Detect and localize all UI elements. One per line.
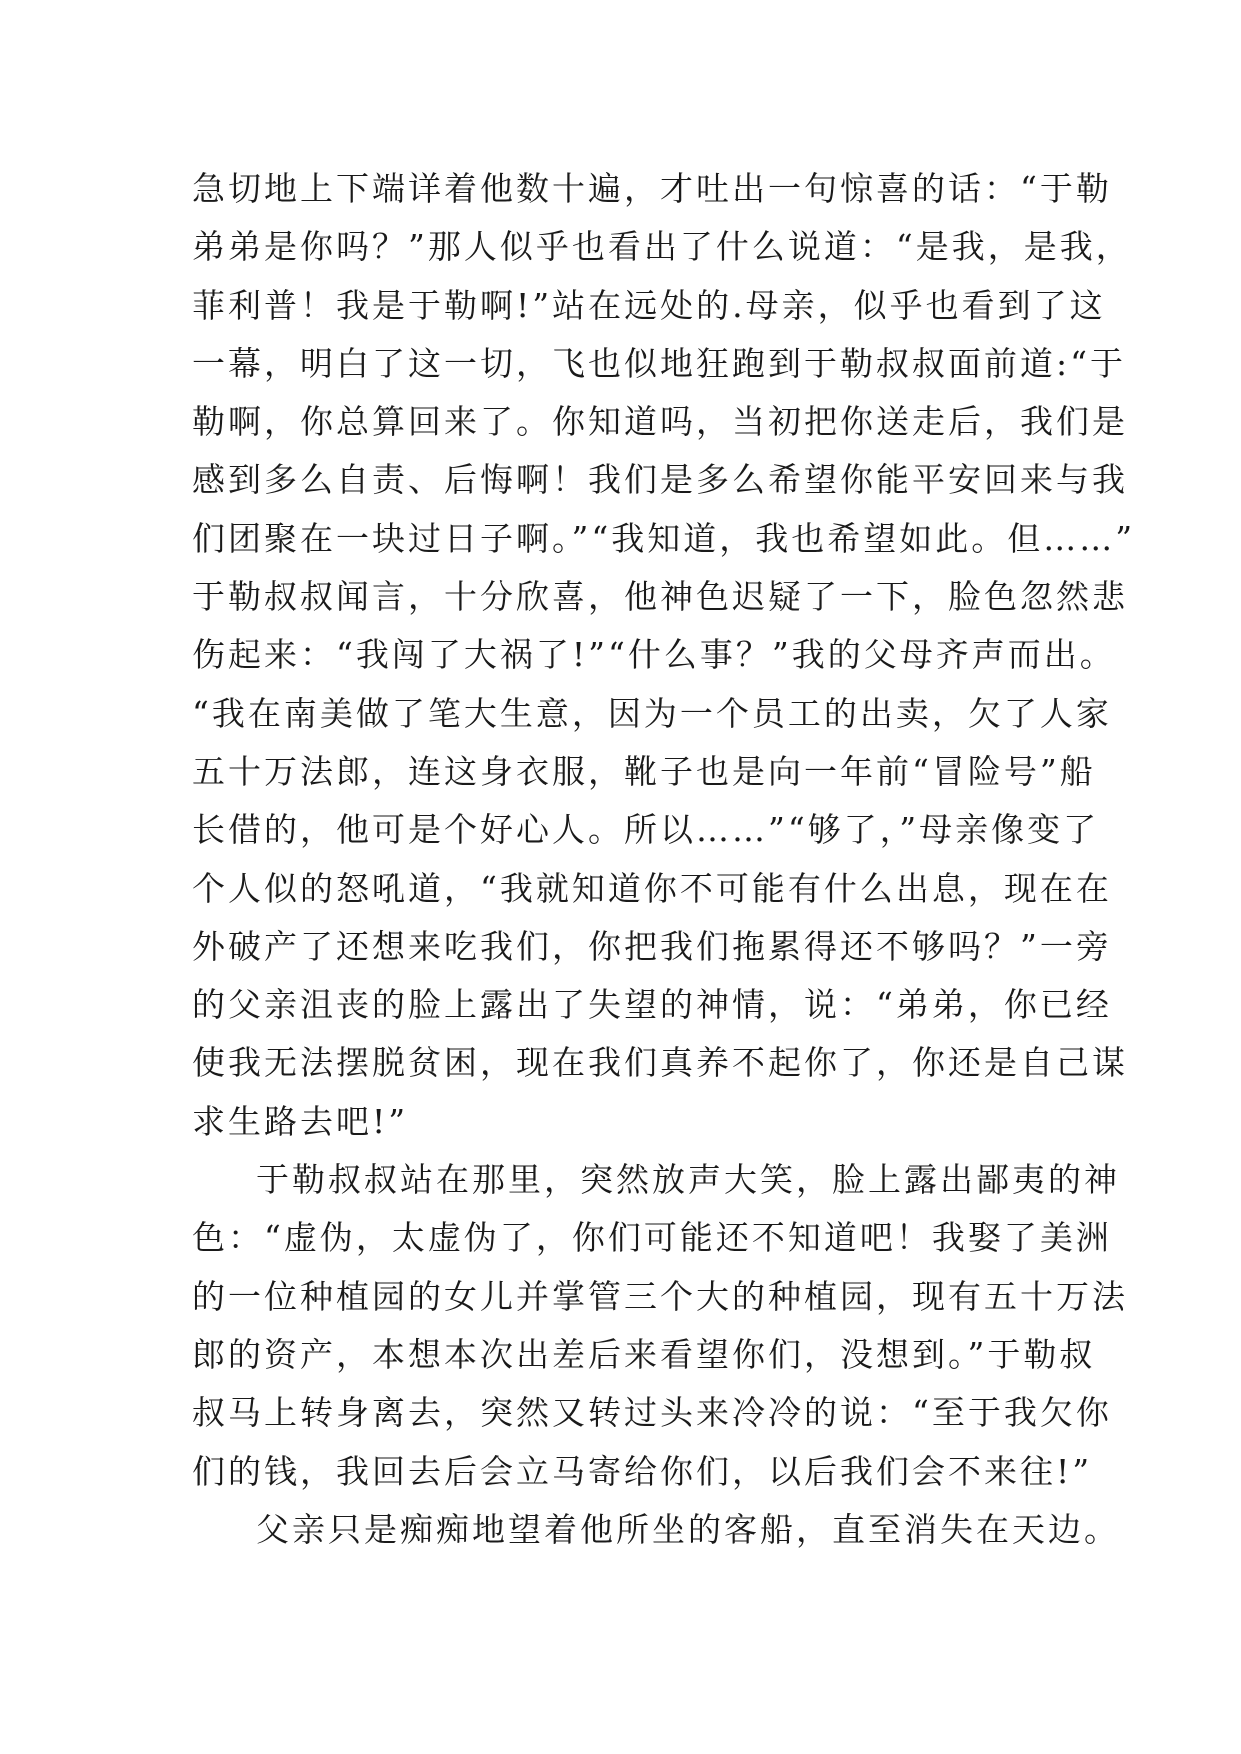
text-line: 的一位种植园的女儿并掌管三个大的种植园，现有五十万法 (192, 1276, 1128, 1316)
text-line: 长借的，他可是个好心人。所以……”“够了，”母亲像变了 (192, 810, 1100, 850)
text-line: 感到多么自责、后悔啊！我们是多么希望你能平安回来与我 (192, 460, 1128, 500)
text-line: 急切地上下端详着他数十遍，才吐出一句惊喜的话：“于勒 (192, 169, 1112, 208)
text-line: 勒啊，你总算回来了。你知道吗，当初把你送走后，我们是 (192, 402, 1128, 442)
text-line: 色：“虚伪，太虚伪了，你们可能还不知道吧！我娶了美洲 (192, 1218, 1112, 1258)
text-line: 弟弟是你吗？”那人似乎也看出了什么说道：“是我，是我， (192, 227, 1132, 267)
text-line: “我在南美做了笔大生意，因为一个员工的出卖，欠了人家 (192, 693, 1112, 733)
text-line: 外破产了还想来吃我们，你把我们拖累得还不够吗？”一旁 (192, 926, 1112, 966)
text-line: 们团聚在一块过日子啊。”“我知道，我也希望如此。但……” (192, 518, 1136, 558)
text-line: 叔马上转身离去，突然又转过头来冷冷的说：“至于我欠你 (192, 1393, 1112, 1433)
text-line: 于勒叔叔闻言，十分欣喜，他神色迟疑了一下，脸色忽然悲 (192, 577, 1128, 617)
body-text (192, 160, 1136, 1559)
text-line: 个人似的怒吼道，“我就知道你不可能有什么出息，现在在 (192, 868, 1112, 908)
paragraph-start-line: 于勒叔叔站在那里，突然放声大笑，脸上露出鄙夷的神 (256, 1160, 1120, 1200)
text-line: 求生路去吧!” (192, 1101, 409, 1141)
text-line: 使我无法摆脱贫困，现在我们真养不起你了，你还是自己谋 (192, 1043, 1128, 1083)
text-line: 五十万法郎，连这身衣服，靴子也是向一年前“冒险号”船 (192, 751, 1096, 791)
text-line: 伤起来：“我闯了大祸了!”“什么事？”我的父母齐声而出。 (192, 635, 1116, 675)
text-line: 一幕，明白了这一切，飞也似地狂跑到于勒叔叔面前道:“于 (192, 343, 1126, 383)
paragraph-start-line: 父亲只是痴痴地望着他所坐的客船，直至消失在天边。 (256, 1509, 1120, 1549)
text-line: 们的钱，我回去后会立马寄给你们，以后我们会不来往!” (192, 1451, 1093, 1491)
text-line: 菲利普！我是于勒啊!”站在远处的.母亲，似乎也看到了这 (192, 285, 1106, 325)
text-line: 郎的资产，本想本次出差后来看望你们，没想到。”于勒叔 (192, 1334, 1096, 1374)
text-line: 的父亲沮丧的脸上露出了失望的神情，说：“弟弟，你已经 (192, 985, 1112, 1025)
